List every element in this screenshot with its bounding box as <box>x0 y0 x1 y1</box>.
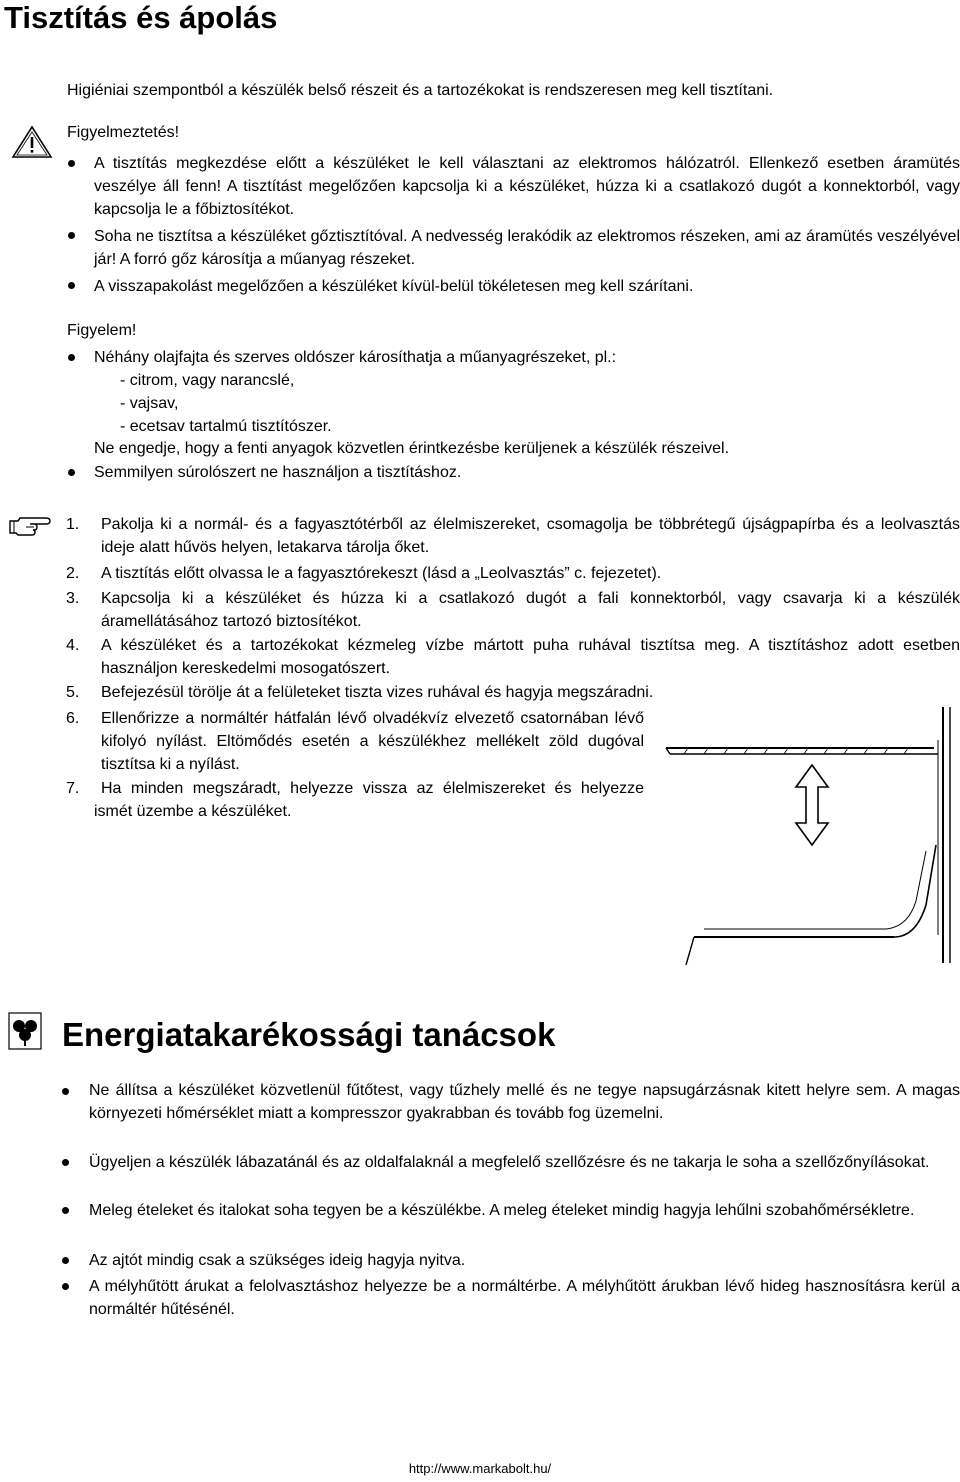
attention-heading: Figyelem! <box>67 322 137 339</box>
bullet <box>62 1207 69 1214</box>
attention-note: Ne engedje, hogy a fenti anyagok közvetlen érintkezésbe kerüljenek a készülék részeivel. <box>94 440 730 457</box>
warning-item: A tisztítás megkezdése előtt a készüléket le kell választani az elektromos hálózatról. Ellenkező esetben áramütés veszélye áll fenn! A tisztítást megelőzően kapcsolja ki a készüléket, húzza ki a csatlakozó dugót a konnektorból, vagy kapcsolja le a főbiztosítékot. <box>94 155 960 218</box>
step-text: Befejezésül törölje át a felületeket tiszta vizes ruhával és hagyja megszáradni. <box>101 684 654 701</box>
step-number: 6. <box>66 710 80 727</box>
step-text: Ha minden megszáradt, helyezze vissza az élelmiszereket és helyezze ismét üzembe a készüléket. <box>94 780 644 820</box>
bullet <box>68 354 75 361</box>
sublist-item: - ecetsav tartalmú tisztítószer. <box>120 418 332 435</box>
step-number: 3. <box>66 590 80 607</box>
pointing-hand-icon <box>8 515 52 537</box>
intro-text: Higiéniai szempontból a készülék belső részeit és a tartozékokat is rendszeresen meg kell tisztítani. <box>67 82 774 99</box>
attention-item: Semmilyen súrolószert ne használjon a tisztításhoz. <box>94 464 462 481</box>
step-number: 4. <box>66 637 80 654</box>
page-title: Tisztítás és ápolás <box>4 0 278 35</box>
bullet <box>62 1257 69 1264</box>
energy-tip: Meleg ételeket és italokat soha tegyen be a készülékbe. A meleg ételeket mindig hagyja lehűlni szobahőmérsékletre. <box>89 1202 915 1219</box>
bullet <box>62 1283 69 1290</box>
step-text: Pakolja ki a normál- és a fagyasztótérből az élelmiszereket, csomagolja be többrétegű újságpapírba és a leolvasztás ideje alatt hűvös helyen, letakarva tárolja őket. <box>101 516 960 556</box>
step-text: Kapcsolja ki a készüléket és húzza ki a csatlakozó dugót a fali konnektorból, vagy csavarja ki a készülék áramellátásához tartozó biztosítékot. <box>101 590 960 630</box>
bullet <box>68 469 75 476</box>
step-text: A készüléket és a tartozékokat kézmeleg vízbe mártott puha ruhával tisztítsa meg. A tisztításhoz adott esetben használjon kereskedelmi mosogatószert. <box>101 637 960 677</box>
bullet <box>68 232 75 239</box>
fridge-drain-illustration <box>664 705 960 967</box>
warning-item: A visszapakolást megelőzően a készüléket kívül-belül tökéletesen meg kell szárítani. <box>94 278 694 295</box>
energy-tip: A mélyhűtött árukat a felolvasztáshoz helyezze be a normáltérbe. A mélyhűtött árukban lévő hideg hasznosításra kerül a normáltér hűtésénél. <box>89 1278 960 1318</box>
warning-heading: Figyelmeztetés! <box>67 124 180 141</box>
clover-icon <box>8 1012 42 1050</box>
warning-triangle-icon <box>10 124 54 160</box>
step-number: 5. <box>66 684 80 701</box>
warning-item: Soha ne tisztítsa a készüléket gőztisztítóval. A nedvesség lerakódik az elektromos részeken, ami az áramütés veszélyével jár! A forró gőz károsítja a műanyag részeket. <box>94 228 960 268</box>
energy-tip: Az ajtót mindig csak a szükséges ideig hagyja nyitva. <box>89 1252 466 1269</box>
step-number: 7. <box>66 780 80 797</box>
bullet <box>68 160 75 167</box>
bullet <box>62 1088 69 1095</box>
bullet <box>68 282 75 289</box>
step-text: Ellenőrizze a normáltér hátfalán lévő olvadékvíz elvezető csatornában lévő kifolyó nyílást. Eltömődés esetén a készülékhez mellékelt zöld dugóval tisztítsa ki a nyílást. <box>101 710 644 773</box>
footer-url: http://www.markabolt.hu/ <box>408 1461 552 1476</box>
sublist-item: - citrom, vagy narancslé, <box>120 372 295 389</box>
step-text: A tisztítás előtt olvassa le a fagyasztórekeszt (lásd a „Leolvasztás” c. fejezetet). <box>101 565 662 582</box>
step-number: 1. <box>66 516 80 533</box>
energy-tip: Ne állítsa a készüléket közvetlenül fűtőtest, vagy tűzhely mellé és ne tegye napsugárzásnak kitett helyre sem. A magas környezeti hőmérséklet miatt a kompresszor gyakrabban és tovább fog üzemelni. <box>89 1082 960 1122</box>
sublist-item: - vajsav, <box>120 395 179 412</box>
energy-tip: Ügyeljen a készülék lábazatánál és az oldalfalaknál a megfelelő szellőzésre és ne takarja le soha a szellőzőnyílásokat. <box>89 1154 930 1171</box>
step-number: 2. <box>66 565 80 582</box>
attention-item: Néhány olajfajta és szerves oldószer károsíthatja a műanyagrészeket, pl.: <box>94 349 617 366</box>
section-title: Energiatakarékossági tanácsok <box>62 1016 556 1053</box>
bullet <box>62 1159 69 1166</box>
